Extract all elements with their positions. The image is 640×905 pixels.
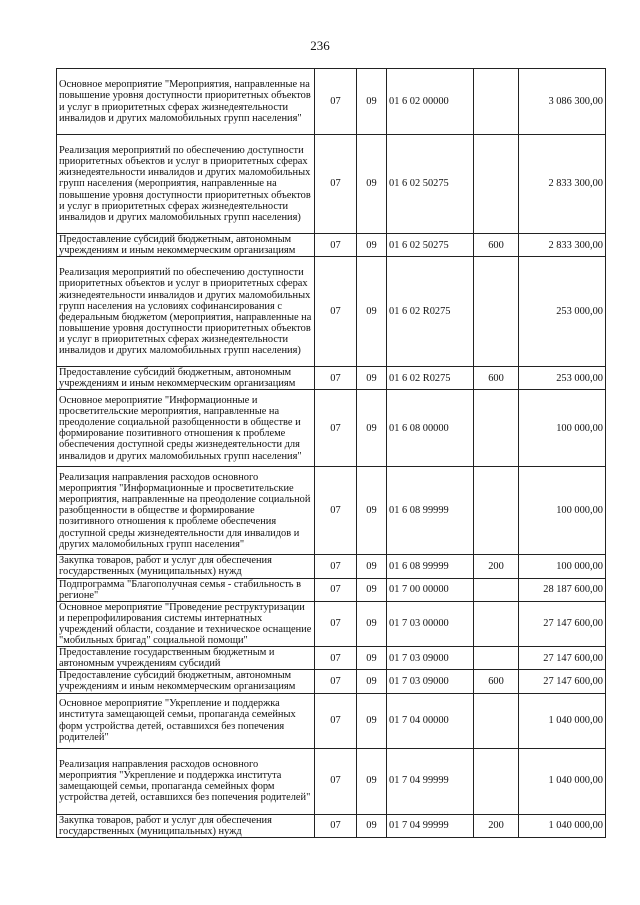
row-expense-type xyxy=(474,467,519,555)
table-row xyxy=(57,601,606,646)
row-target-article: 01 7 04 99999 xyxy=(387,814,474,837)
row-section: 07 xyxy=(315,647,357,670)
row-section: 07 xyxy=(315,69,357,135)
row-target-article: 01 6 02 50275 xyxy=(387,234,474,257)
row-expense-type xyxy=(474,69,519,135)
table-row xyxy=(57,367,606,390)
table-body xyxy=(57,69,606,838)
row-amount: 28 187 600,00 xyxy=(519,578,606,601)
row-amount: 100 000,00 xyxy=(519,467,606,555)
row-subsection: 09 xyxy=(357,647,387,670)
row-expense-type: 600 xyxy=(474,670,519,693)
row-amount: 27 147 600,00 xyxy=(519,601,606,646)
row-name: Основное мероприятие "Информационные и просветительские мероприятия, направленные на преодоление социальной разобщенности в обществе и формирование позитивного отношения к проблеме обеспечения доступной среды жизнедеятельности для инвалидов и других маломобильных групп населения" xyxy=(57,390,315,467)
row-expense-type xyxy=(474,578,519,601)
table-row xyxy=(57,647,606,670)
row-subsection: 09 xyxy=(357,555,387,578)
row-expense-type xyxy=(474,390,519,467)
row-section: 07 xyxy=(315,257,357,367)
row-section: 07 xyxy=(315,693,357,748)
row-expense-type xyxy=(474,748,519,814)
row-subsection: 09 xyxy=(357,601,387,646)
table-row xyxy=(57,257,606,367)
row-subsection: 09 xyxy=(357,578,387,601)
row-section: 07 xyxy=(315,748,357,814)
row-section: 07 xyxy=(315,390,357,467)
row-name: Предоставление государственным бюджетным и автономным учреждениям субсидий xyxy=(57,647,315,670)
table-row xyxy=(57,390,606,467)
row-target-article: 01 7 00 00000 xyxy=(387,578,474,601)
table-row xyxy=(57,814,606,837)
row-subsection: 09 xyxy=(357,69,387,135)
row-name: Основное мероприятие "Мероприятия, направленные на повышение уровня доступности приоритетных объектов и услуг в приоритетных сферах жизнедеятельности инвалидов и других маломобильных групп населения" xyxy=(57,69,315,135)
row-target-article: 01 7 04 99999 xyxy=(387,748,474,814)
row-name: Закупка товаров, работ и услуг для обеспечения государственных (муниципальных) нужд xyxy=(57,814,315,837)
row-amount: 3 086 300,00 xyxy=(519,69,606,135)
row-name: Реализация направления расходов основного мероприятия "Укрепление и поддержка института замещающей семьи, пропаганда семейных форм устройства детей, оставшихся без попечения родителей" xyxy=(57,748,315,814)
row-expense-type xyxy=(474,257,519,367)
row-amount: 253 000,00 xyxy=(519,367,606,390)
row-target-article: 01 6 02 00000 xyxy=(387,69,474,135)
row-subsection: 09 xyxy=(357,135,387,234)
row-amount: 100 000,00 xyxy=(519,555,606,578)
table-row xyxy=(57,748,606,814)
row-section: 07 xyxy=(315,601,357,646)
row-name: Подпрограмма "Благополучная семья - стабильность в регионе" xyxy=(57,578,315,601)
table-row xyxy=(57,234,606,257)
row-name: Предоставление субсидий бюджетным, автономным учреждениям и иным некоммерческим организациям xyxy=(57,367,315,390)
row-target-article: 01 7 04 00000 xyxy=(387,693,474,748)
row-name: Реализация мероприятий по обеспечению доступности приоритетных объектов и услуг в приоритетных сферах жизнедеятельности инвалидов и других маломобильных групп населения (мероприятия, направленные на повышение уровня доступности приоритетных объектов и услуг в приоритетных сферах жизнедеятельности инвалидов и других маломобильных групп населения) xyxy=(57,135,315,234)
row-section: 07 xyxy=(315,367,357,390)
row-subsection: 09 xyxy=(357,390,387,467)
row-amount: 2 833 300,00 xyxy=(519,135,606,234)
row-subsection: 09 xyxy=(357,234,387,257)
table-row xyxy=(57,69,606,135)
table-row xyxy=(57,693,606,748)
row-name: Предоставление субсидий бюджетным, автономным учреждениям и иным некоммерческим организациям xyxy=(57,234,315,257)
row-subsection: 09 xyxy=(357,367,387,390)
row-section: 07 xyxy=(315,555,357,578)
row-amount: 1 040 000,00 xyxy=(519,693,606,748)
row-expense-type xyxy=(474,601,519,646)
row-section: 07 xyxy=(315,578,357,601)
row-target-article: 01 6 02 R0275 xyxy=(387,367,474,390)
table-row xyxy=(57,467,606,555)
row-expense-type xyxy=(474,135,519,234)
row-subsection: 09 xyxy=(357,670,387,693)
row-expense-type: 600 xyxy=(474,234,519,257)
row-target-article: 01 6 08 99999 xyxy=(387,555,474,578)
table-row xyxy=(57,578,606,601)
row-subsection: 09 xyxy=(357,467,387,555)
row-expense-type: 200 xyxy=(474,555,519,578)
row-name: Реализация направления расходов основного мероприятия "Информационные и просветительские мероприятия, направленные на преодоление социальной разобщенности в обществе и формирование позитивного отношения к проблеме обеспечения доступной среды жизнедеятельности для инвалидов и других маломобильных групп населения" xyxy=(57,467,315,555)
row-section: 07 xyxy=(315,814,357,837)
row-section: 07 xyxy=(315,135,357,234)
row-amount: 2 833 300,00 xyxy=(519,234,606,257)
row-name: Основное мероприятие "Проведение реструктуризации и перепрофилирования системы интернатных учреждений области, создание и техническое оснащение "мобильных бригад" социальной помощи" xyxy=(57,601,315,646)
row-amount: 1 040 000,00 xyxy=(519,748,606,814)
budget-table xyxy=(56,68,606,838)
row-amount: 253 000,00 xyxy=(519,257,606,367)
row-section: 07 xyxy=(315,234,357,257)
row-amount: 27 147 600,00 xyxy=(519,670,606,693)
table-row xyxy=(57,135,606,234)
row-target-article: 01 7 03 00000 xyxy=(387,601,474,646)
table-row xyxy=(57,555,606,578)
row-subsection: 09 xyxy=(357,257,387,367)
row-name: Закупка товаров, работ и услуг для обеспечения государственных (муниципальных) нужд xyxy=(57,555,315,578)
row-target-article: 01 6 02 R0275 xyxy=(387,257,474,367)
row-name: Основное мероприятие "Укрепление и поддержка института замещающей семьи, пропаганда семейных форм устройства детей, оставшихся без попечения родителей" xyxy=(57,693,315,748)
row-expense-type: 200 xyxy=(474,814,519,837)
table-row xyxy=(57,670,606,693)
row-section: 07 xyxy=(315,670,357,693)
row-section: 07 xyxy=(315,467,357,555)
row-target-article: 01 6 08 99999 xyxy=(387,467,474,555)
row-amount: 100 000,00 xyxy=(519,390,606,467)
row-amount: 27 147 600,00 xyxy=(519,647,606,670)
row-subsection: 09 xyxy=(357,693,387,748)
row-target-article: 01 7 03 09000 xyxy=(387,647,474,670)
row-target-article: 01 7 03 09000 xyxy=(387,670,474,693)
row-expense-type xyxy=(474,647,519,670)
row-name: Предоставление субсидий бюджетным, автономным учреждениям и иным некоммерческим организациям xyxy=(57,670,315,693)
row-expense-type: 600 xyxy=(474,367,519,390)
row-target-article: 01 6 02 50275 xyxy=(387,135,474,234)
row-target-article: 01 6 08 00000 xyxy=(387,390,474,467)
row-subsection: 09 xyxy=(357,814,387,837)
row-expense-type xyxy=(474,693,519,748)
page-number: 236 xyxy=(310,38,330,53)
row-amount: 1 040 000,00 xyxy=(519,814,606,837)
row-subsection: 09 xyxy=(357,748,387,814)
row-name: Реализация мероприятий по обеспечению доступности приоритетных объектов и услуг в приоритетных сферах жизнедеятельности инвалидов и других маломобильных групп населения на условиях софинансирования с федеральным бюджетом (мероприятия, направленные на повышение уровня доступности приоритетных объектов и услуг в приоритетных сферах жизнедеятельности инвалидов и других маломобильных групп населения) xyxy=(57,257,315,367)
